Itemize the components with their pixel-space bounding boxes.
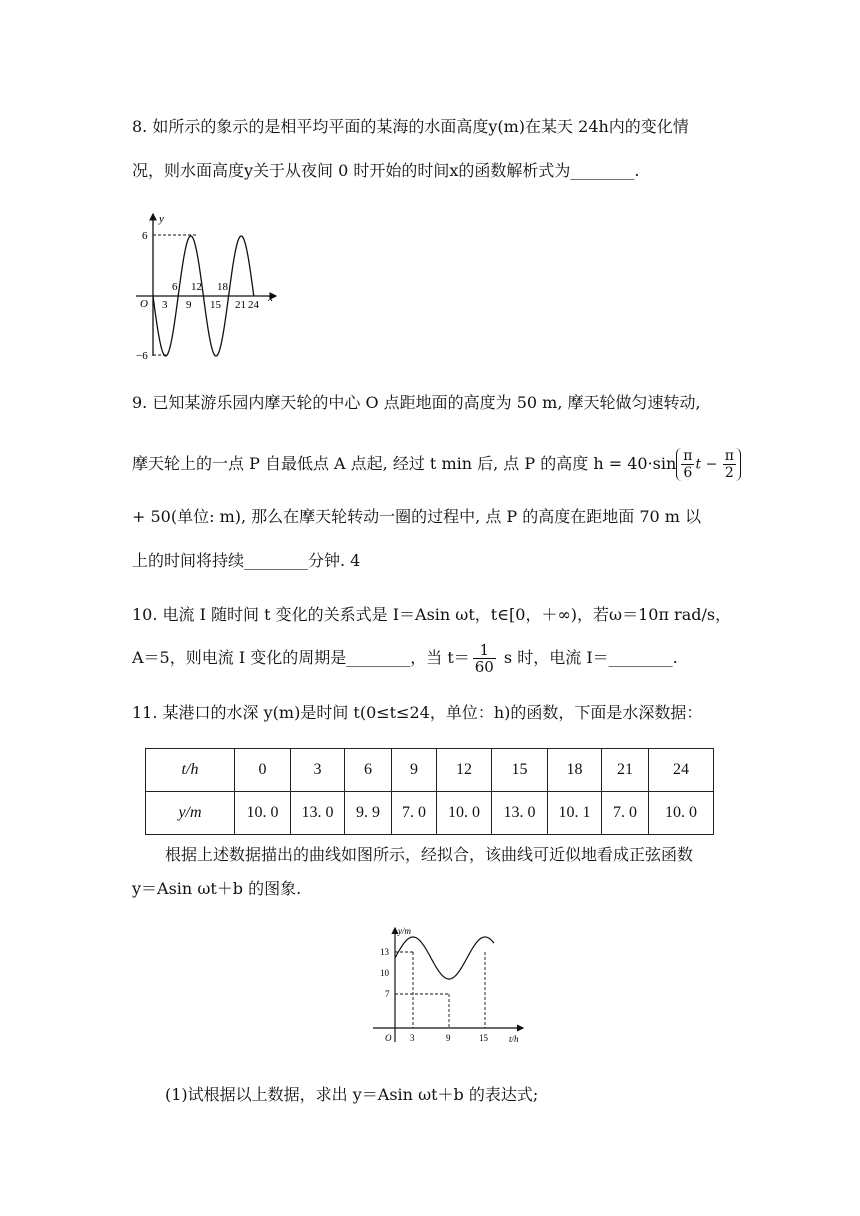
q8-xtick-18: 18: [217, 281, 228, 293]
q9-fraction-1: [681, 448, 694, 481]
q11-para-2: y＝Asin ωt＋b 的图象.: [132, 879, 302, 898]
q10-frac-num: 1: [473, 642, 496, 659]
q8-x-label: x: [268, 292, 273, 304]
table-cell: 9. 9: [345, 792, 392, 835]
depth-data-table: [145, 748, 714, 835]
q9-line-3: + 50(单位: m), 那么在摩天轮转动一圈的过程中, 点 P 的高度在距地面 70 m 以: [132, 507, 702, 526]
table-cell: 13. 0: [291, 792, 345, 835]
table-cell: 13. 0: [492, 792, 548, 835]
table-cell: 7. 0: [602, 792, 649, 835]
table-header-t: t/h: [146, 749, 235, 792]
q8-ytick-6: 6: [142, 230, 148, 242]
q10-line-2: [132, 642, 678, 675]
q8-sine-graph: [128, 208, 288, 363]
q9-frac2-num: π: [724, 448, 734, 464]
q8-line-2: 况，则水面高度y关于从夜间 0 时开始的时间x的函数解析式为________.: [132, 161, 640, 180]
q11-xtick-9: 9: [446, 1033, 451, 1043]
q11-sub-1: (1)试根据以上数据，求出 y＝Asin ωt＋b 的表达式;: [165, 1085, 539, 1104]
q8-xtick-24: 24: [248, 299, 259, 311]
q9-line-1: 9. 已知某游乐园内摩天轮的中心 O 点距地面的高度为 50 m, 摩天轮做匀速转动,: [132, 393, 701, 412]
q9-line-4: 上的时间将持续________分钟. 4: [132, 551, 361, 570]
table-cell: 10. 0: [649, 792, 714, 835]
q11-origin: O: [385, 1033, 392, 1043]
table-cell: 10. 0: [235, 792, 291, 835]
q8-xtick-3: 3: [162, 299, 168, 311]
table-cell: 0: [235, 749, 291, 792]
q9-fraction-2: [723, 448, 736, 481]
q11-ytick-7: 7: [385, 989, 390, 999]
q9-minus: −: [705, 456, 718, 473]
q11-x-label: t/h: [509, 1034, 519, 1044]
q10-line-2b: s 时，电流 I＝________.: [498, 648, 678, 667]
table-cell: 12: [437, 749, 492, 792]
q11-para-1: 根据上述数据描出的曲线如图所示，经拟合，该曲线可近似地看成正弦函数: [165, 845, 694, 864]
table-cell: 10. 1: [548, 792, 602, 835]
q11-y-label: y/m: [398, 926, 411, 936]
table-header-y: y/m: [146, 792, 235, 835]
table-cell: 24: [649, 749, 714, 792]
q8-line-1: 8. 如所示的象示的是相平均平面的某海的水面高度y(m)在某天 24h内的变化情: [132, 117, 689, 136]
q9-line-2-text: 摩天轮上的一点 P 自最低点 A 点起, 经过 t min 后, 点 P 的高度 h = 40·sin: [132, 454, 677, 473]
q9-frac1-den: 6: [683, 465, 693, 481]
q11-line-1: 11. 某港口的水深 y(m)是时间 t(0≤t≤24，单位：h)的函数，下面是水深数据：: [132, 703, 703, 722]
q11-ytick-10: 10: [380, 968, 389, 978]
table-cell: 15: [492, 749, 548, 792]
q11-ytick-13: 13: [380, 947, 389, 957]
q8-origin: O: [140, 298, 148, 310]
q11-depth-graph: [365, 922, 530, 1052]
q10-line-1: 10. 电流 I 随时间 t 变化的关系式是 I＝Asin ωt，t∈[0，＋∞)，若ω＝10π rad/s，: [132, 605, 732, 624]
table-row-time: [146, 749, 714, 792]
q11-xtick-15: 15: [479, 1033, 488, 1043]
table-cell: 6: [345, 749, 392, 792]
table-cell: 10. 0: [437, 792, 492, 835]
table-cell: 3: [291, 749, 345, 792]
q8-y-label: y: [159, 213, 164, 225]
table-cell: 7. 0: [392, 792, 437, 835]
q9-line-2: [132, 448, 741, 481]
table-cell: 18: [548, 749, 602, 792]
q10-fraction: [473, 642, 496, 675]
q8-xtick-21: 21: [235, 299, 246, 311]
q8-xtick-6: 6: [172, 281, 178, 293]
q8-ytick-neg6: −6: [136, 350, 148, 362]
q11-curve: [395, 937, 494, 979]
q9-var-t: t: [695, 456, 702, 473]
q11-xtick-3: 3: [410, 1033, 415, 1043]
table-cell: 21: [602, 749, 649, 792]
q9-frac2-den: 2: [724, 465, 734, 481]
q8-xtick-9: 9: [186, 299, 192, 311]
q10-frac-den: 60: [474, 658, 494, 676]
table-cell: 9: [392, 749, 437, 792]
q8-xtick-12: 12: [191, 281, 202, 293]
table-row-depth: [146, 792, 714, 835]
q10-line-2a: A＝5，则电流 I 变化的周期是________，当 t＝: [132, 648, 470, 667]
q9-sin-argument: [676, 448, 741, 481]
q9-frac1-num: π: [683, 448, 693, 464]
q8-xtick-15: 15: [210, 299, 221, 311]
